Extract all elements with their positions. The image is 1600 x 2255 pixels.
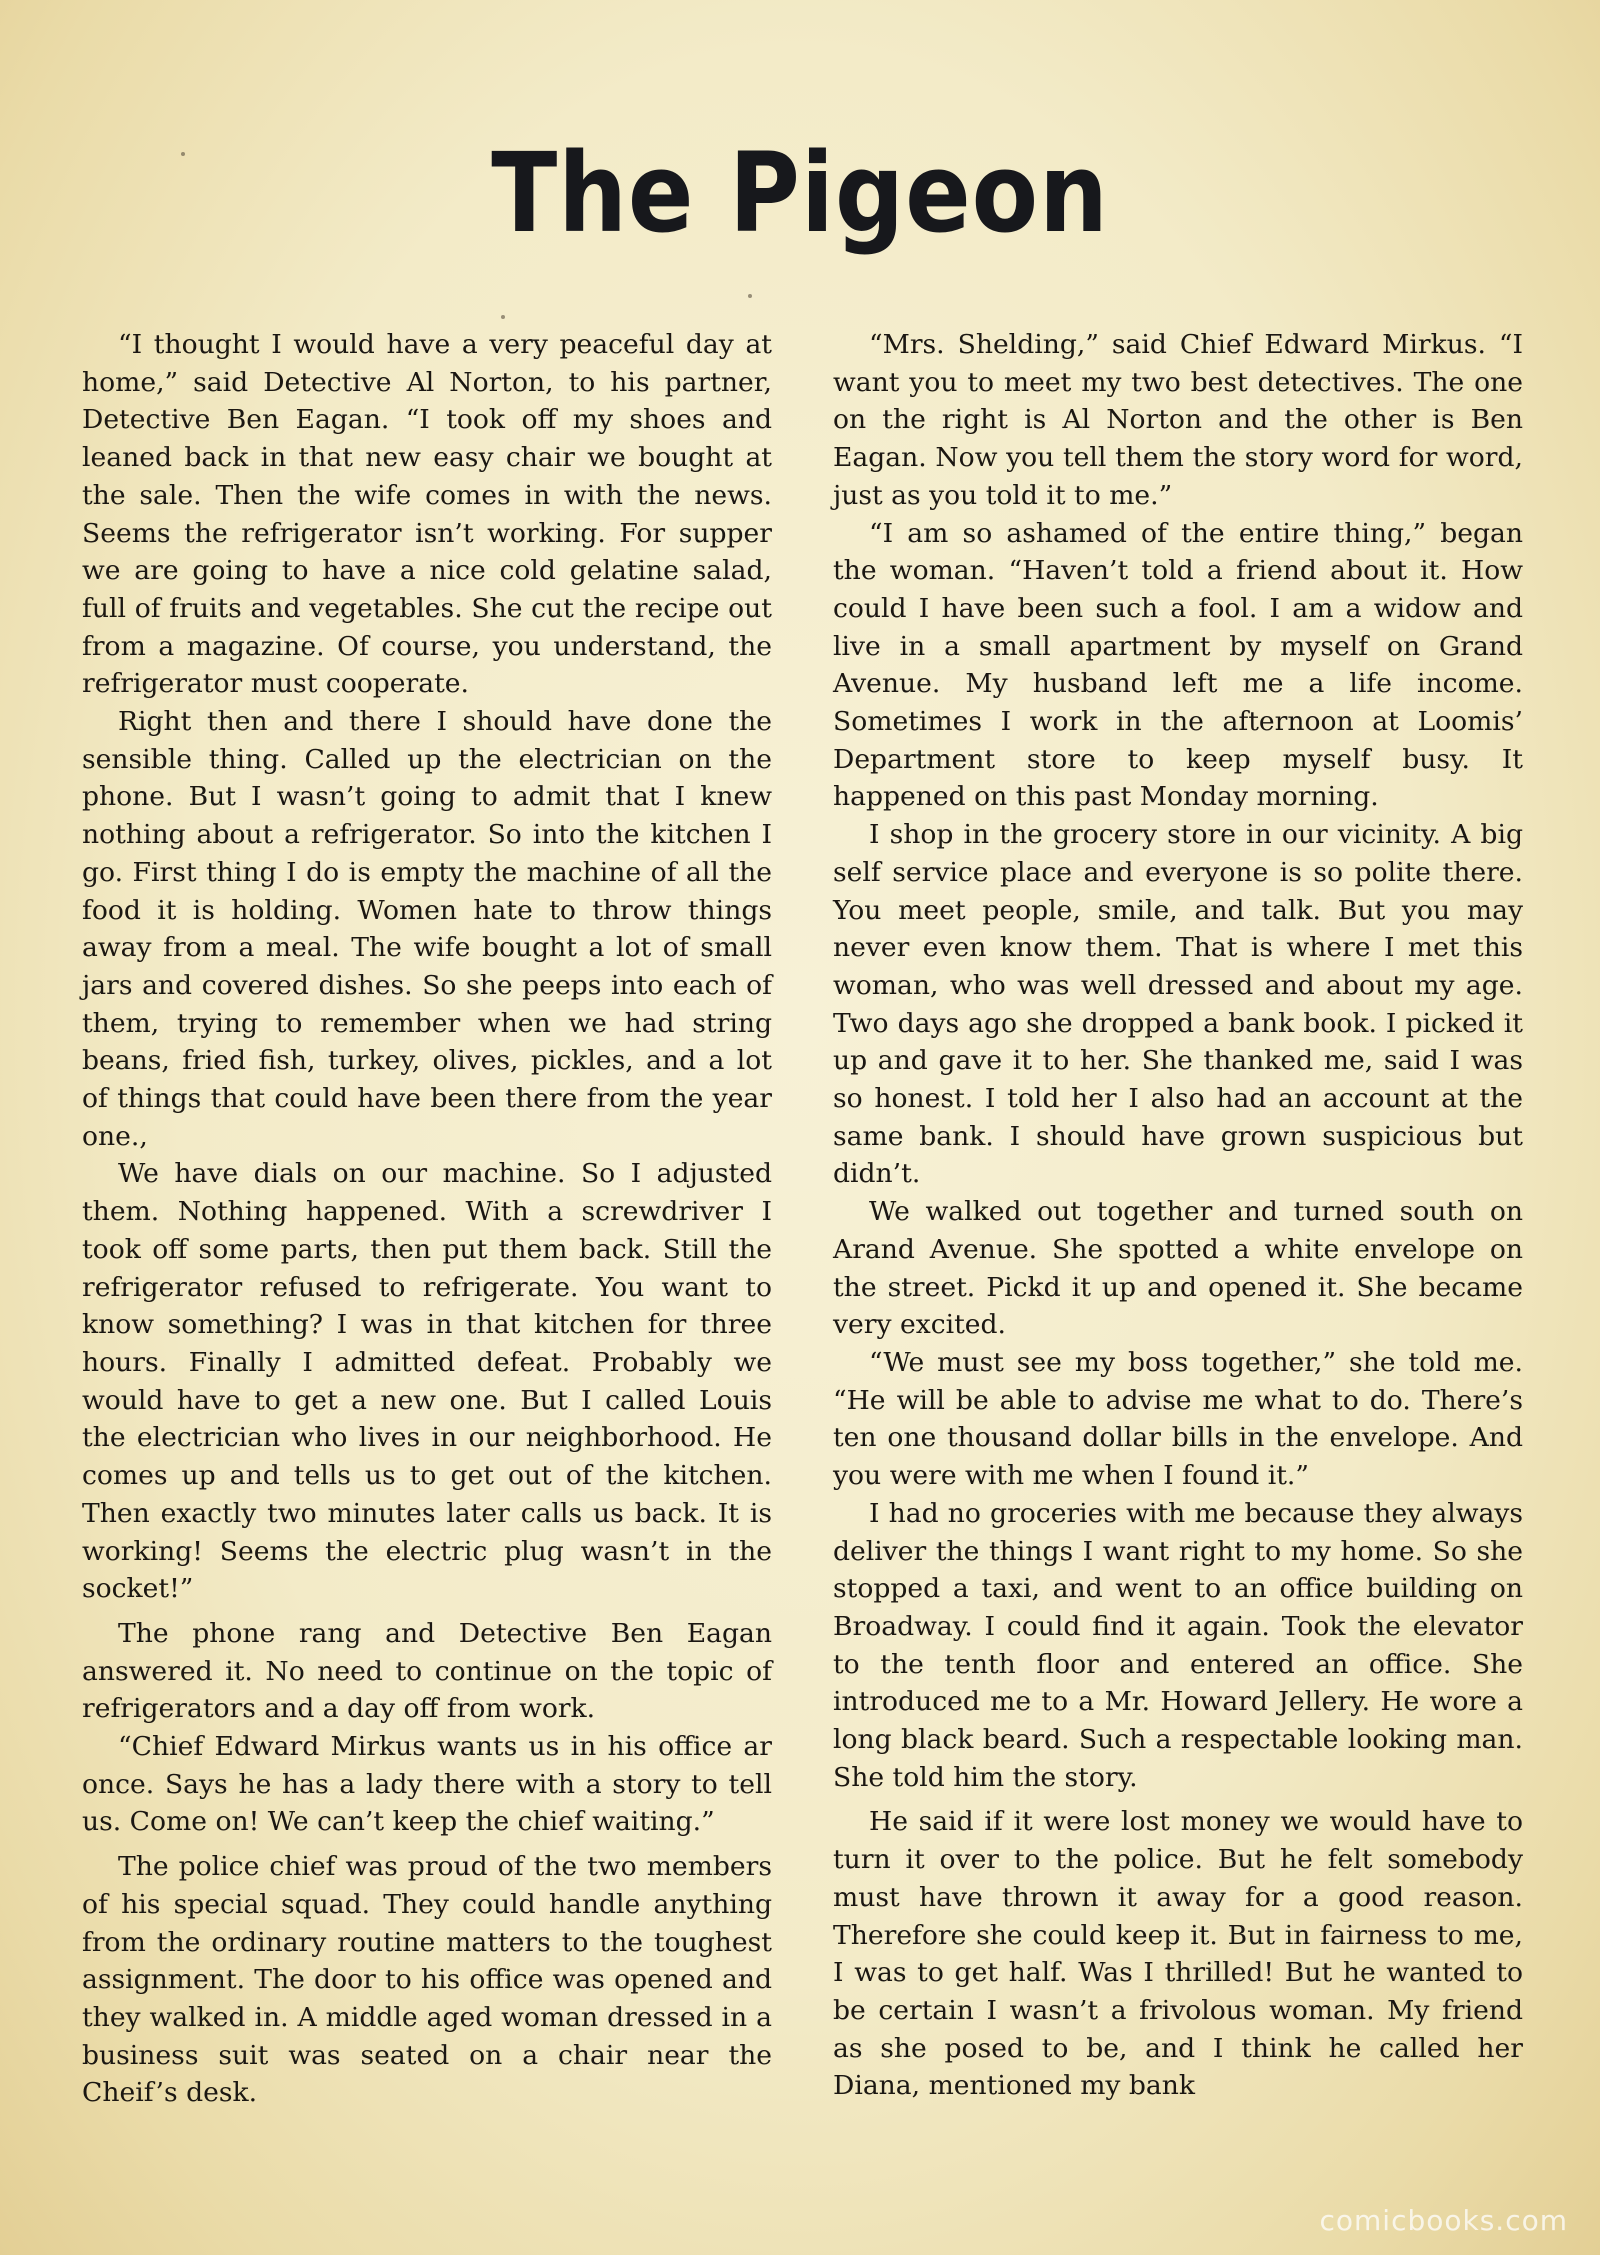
watermark: comicbooks.com: [1319, 2204, 1568, 2237]
paragraph: Right then and there I should have done the sensible thing. Called up the electrician on the phone. But I wasn’t going to admit that I knew nothing about a refrigerator. So into the kitchen I go. First thing I do is empty the machine of all the food it is holding. Women hate to throw things away from a meal. The wife bought a lot of small jars and covered dishes. So she peeps into each of them, trying to remember when we had string beans, fried fish, turkey, olives, pickles, and a lot of things that could have been there from the year one.,: [82, 706, 772, 1152]
paragraph: “I thought I would have a very peaceful day at home,” said Detective Al Norton, to his partner, Detective Ben Eagan. “I took off my shoes and leaned back in that new easy chair we bought at the sale. Then the wife comes in with the news. Seems the refrigerator isn’t working. For supper we are going to have a nice cold gelatine salad, full of fruits and vegetables. She cut the recipe out from a magazine. Of course, you understand, the refrigerator must cooperate.: [82, 329, 772, 700]
left-column: [82, 326, 772, 2112]
paragraph: “I am so ashamed of the entire thing,” began the woman. “Haven’t told a friend about it. How could I have been such a fool. I am a widow and live in a small apartment by myself on Grand Avenue. My husband left me a life income. Sometimes I work in the afternoon at Loomis’ Department store to keep myself busy. It happened on this past Monday morning.: [833, 517, 1523, 813]
paragraph: He said if it were lost money we would have to turn it over to the police. But he felt somebody must have thrown it away for a good reason. Therefore she could keep it. But in fairness to me, I was to get half. Was I thrilled! But he wanted to be certain I wasn’t a frivolous woman. My friend as she posed to be, and I think he called her Diana, mentioned my bank: [833, 1806, 1523, 2102]
paragraph: We have dials on our machine. So I adjusted them. Nothing happened. With a screwdriver I took off some parts, then put them back. Still the refrigerator refused to refrigerate. You want to know something? I was in that kitchen for three hours. Finally I admitted defeat. Probably we would have to get a new one. But I called Louis the electrician who lives in our neighborhood. He comes up and tells us to get out of the kitchen. Then exactly two minutes later calls us back. It is working! Seems the electric plug wasn’t in the socket!”: [82, 1158, 772, 1605]
print-speck: [748, 294, 752, 298]
paragraph: “We must see my boss together,” she told me. “He will be able to advise me what to do. There’s ten one thousand dollar bills in the envelope. And you were with me when I found it.”: [833, 1346, 1523, 1492]
print-speck: [501, 315, 505, 319]
paragraph: “Mrs. Shelding,” said Chief Edward Mirkus. “I want you to meet my two best detectives. The one on the right is Al Norton and the other is Ben Eagan. Now you tell them the story word for word, just as you told it to me.”: [833, 329, 1523, 511]
paragraph: The phone rang and Detective Ben Eagan answered it. No need to continue on the topic of refrigerators and a day off from work.: [82, 1617, 772, 1725]
paragraph: The police chief was proud of the two members of his special squad. They could handle anything from the ordinary routine matters to the toughest assignment. The door to his office was opened and they walked in. A middle aged woman dressed in a business suit was seated on a chair near the Cheif’s desk.: [82, 1851, 772, 2109]
print-speck: [181, 152, 185, 156]
paragraph: We walked out together and turned south on Arand Avenue. She spotted a white envelope on the street. Pickd it up and opened it. She became very excited.: [833, 1196, 1523, 1341]
right-column: [833, 326, 1523, 2105]
page-title: The Pigeon: [491, 129, 1109, 257]
paragraph: I shop in the grocery store in our vicinity. A big self service place and everyone is so polite there. You meet people, smile, and talk. But you may never even know them. That is where I met this woman, who was well dressed and about my age. Two days ago she dropped a bank book. I picked it up and gave it to her. She thanked me, said I was so honest. I told her I also had an account at the same bank. I should have grown suspicious but didn’t.: [833, 819, 1523, 1190]
paragraph: I had no groceries with me because they always deliver the things I want right to my home. So she stopped a taxi, and went to an office building on Broadway. I could find it again. Took the elevator to the tenth floor and entered an office. She introduced me to a Mr. Howard Jellery. He wore a long black beard. Such a respectable looking man. She told him the story.: [833, 1497, 1523, 1793]
paragraph: “Chief Edward Mirkus wants us in his office ar once. Says he has a lady there with a story to tell us. Come on! We can’t keep the chief waiting.”: [82, 1731, 772, 1838]
